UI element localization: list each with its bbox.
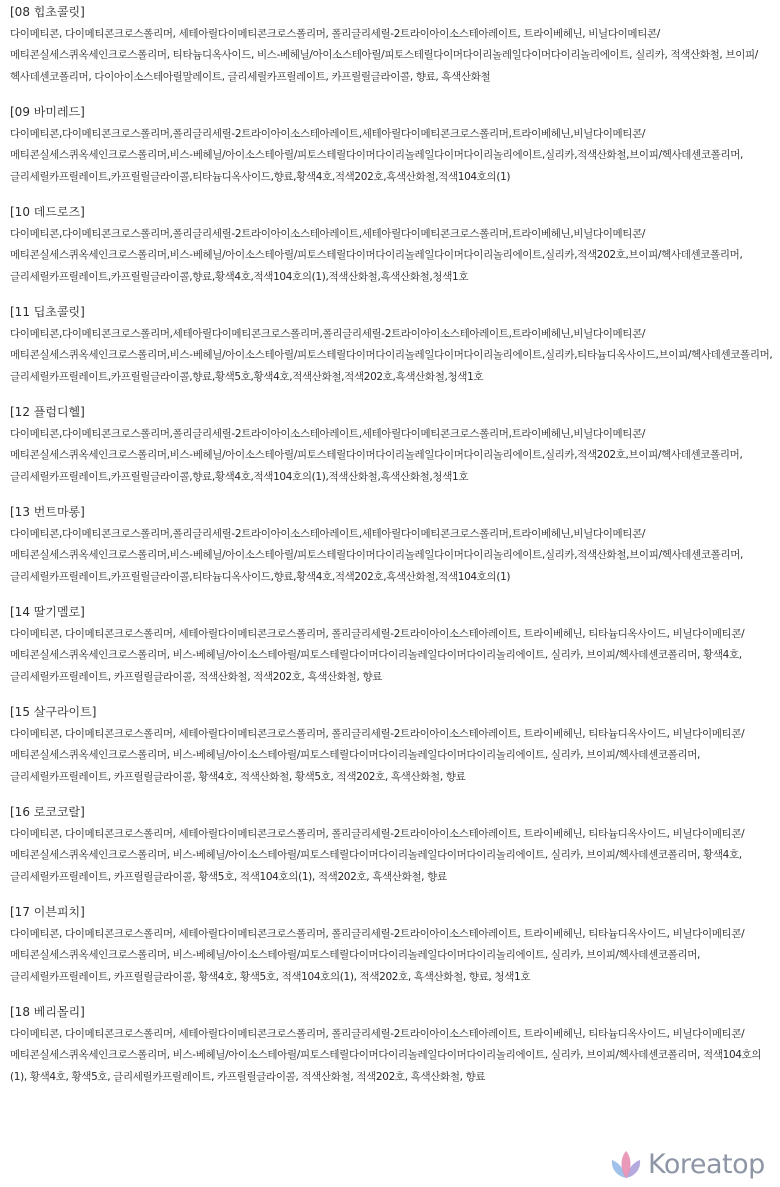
product-section [10,202,774,288]
ingredient-text: 다이메티콘,다이메티콘크로스폴리머,폴리글리세릴-2트라이아이소스테아레이트,세테아릴다이메티콘크로스폴리머,트라이베헤닌,비닐다이메티콘/메티콘실세스퀴옥세인크로스폴리머,비스-베헤닐/아이소스테아릴/피토스테릴다이머다이리놀레일다이머다이리놀리에이트,실리카,적색202호,브이피/헥사데센코폴리머,글리세릴카프릴레이트,카프릴릴글라이콜,향료,황색4호,적색104호의(1),적색산화철,흑색산화철,청색1호 [10,227,743,283]
product-title: [10 데드로즈] [10,205,85,219]
product-title: [13 번트마롱] [10,505,85,519]
ingredient-text: 다이메티콘,다이메티콘크로스폴리머,폴리글리세릴-2트라이아이소스테아레이트,세테아릴다이메티콘크로스폴리머,트라이베헤닌,비닐다이메티콘/메티콘실세스퀴옥세인크로스폴리머,비스-베헤닐/아이소스테아릴/피토스테릴다이머다이리놀레일다이머다이리놀리에이트,실리카,적색산화철,브이피/헥사데센코폴리머,글리세릴카프릴레이트,카프릴릴글라이콜,티타늄디옥사이드,향료,황색4호,적색202호,흑색산화철,적색104호의(1) [10,527,744,583]
product-section [10,402,774,488]
product-section [10,2,774,88]
ingredient-text: 다이메티콘, 다이메티콘크로스폴리머, 세테아릴다이메티콘크로스폴리머, 폴리글리세릴-2트라이아이소스테아레이트, 트라이베헤닌, 티타늄디옥사이드, 비닐다이메티콘/메티콘실세스퀴옥세인크로스폴리머, 비스-베헤닐/아이소스테아릴/피토스테릴다이머다이리놀레일다이머다이리놀리에이트, 실리카, 브이피/헥사데센코폴리머, 황색4호, 글리세릴카프릴레이트, 카프릴릴글라이콜, 적색산화철, 적색202호, 흑색산화철, 향료 [10,627,745,683]
product-section [10,1002,774,1088]
product-title: [15 살구라이트] [10,705,97,719]
ingredient-list [10,2,774,1102]
product-section [10,602,774,688]
ingredient-text: 다이메티콘, 다이메티콘크로스폴리머, 세테아릴다이메티콘크로스폴리머, 폴리글리세릴-2트라이아이소스테아레이트, 트라이베헤닌, 티타늄디옥사이드, 비닐다이메티콘/메티콘실세스퀴옥세인크로스폴리머, 비스-베헤닐/아이소스테아릴/피토스테릴다이머다이리놀레일다이머다이리놀리에이트, 실리카, 브이피/헥사데센코폴리머, 글리세릴카프릴레이트, 카프릴릴글라이콜, 황색4호, 황색5호, 적색104호의(1), 적색202호, 흑색산화철, 향료, 청색1호 [10,927,745,983]
product-section [10,702,774,788]
product-section [10,502,774,588]
product-title: [17 이븐피치] [10,905,85,919]
product-title: [12 플럼디헬] [10,405,85,419]
ingredient-text: 다이메티콘, 다이메티콘크로스폴리머, 세테아릴다이메티콘크로스폴리머, 폴리글리세릴-2트라이아이소스테아레이트, 트라이베헤닌, 비닐다이메티콘/메티콘실세스퀴옥세인크로스폴리머, 티타늄디옥사이드, 비스-베헤닐/아이소스테아릴/피토스테릴다이머다이리놀레일다이머다이리놀리에이트, 실리카, 적색산화철, 브이피/헥사데센코폴리머, 다이아이소스테아릴말레이트, 글리세릴카프릴레이트, 카프릴릴글라이콜, 향료, 흑색산화철 [10,27,758,83]
product-title: [14 딸기멜로] [10,605,85,619]
watermark-text: Koreatop [648,1149,765,1180]
product-section [10,802,774,888]
product-section [10,902,774,988]
product-section [10,302,774,388]
ingredient-text: 다이메티콘, 다이메티콘크로스폴리머, 세테아릴다이메티콘크로스폴리머, 폴리글리세릴-2트라이아이소스테아레이트, 트라이베헤닌, 티타늄디옥사이드, 비닐다이메티콘/메티콘실세스퀴옥세인크로스폴리머, 비스-베헤닐/아이소스테아릴/피토스테릴다이머다이리놀레일다이머다이리놀리에이트, 실리카, 브이피/헥사데센코폴리머, 적색104호의(1), 황색4호, 황색5호, 글리세릴카프릴레이트, 카프릴릴글라이콜, 적색산화철, 적색202호, 흑색산화철, 향료 [10,1027,762,1083]
product-title: [18 베리몰리] [10,1005,85,1019]
ingredient-text: 다이메티콘,다이메티콘크로스폴리머,폴리글리세릴-2트라이아이소스테아레이트,세테아릴다이메티콘크로스폴리머,트라이베헤닌,비닐다이메티콘/메티콘실세스퀴옥세인크로스폴리머,비스-베헤닐/아이소스테아릴/피토스테릴다이머다이리놀레일다이머다이리놀리에이트,실리카,적색202호,브이피/헥사데센코폴리머,글리세릴카프릴레이트,카프릴릴글라이콜,향료,황색4호,적색104호의(1),적색산화철,흑색산화철,청색1호 [10,427,743,483]
ingredient-text: 다이메티콘, 다이메티콘크로스폴리머, 세테아릴다이메티콘크로스폴리머, 폴리글리세릴-2트라이아이소스테아레이트, 트라이베헤닌, 티타늄디옥사이드, 비닐다이메티콘/메티콘실세스퀴옥세인크로스폴리머, 비스-베헤닐/아이소스테아릴/피토스테릴다이머다이리놀레일다이머다이리놀리에이트, 실리카, 브이피/헥사데센코폴리머, 황색4호, 글리세릴카프릴레이트, 카프릴릴글라이콜, 황색5호, 적색104호의(1), 적색202호, 흑색산화철, 향료 [10,827,745,883]
ingredient-text: 다이메티콘,다이메티콘크로스폴리머,세테아릴다이메티콘크로스폴리머,폴리글리세릴-2트라이아이소스테아레이트,트라이베헤닌,비닐다이메티콘/메티콘실세스퀴옥세인크로스폴리머,비스-베헤닐/아이소스테아릴/피토스테릴다이머다이리놀레일다이머다이리놀리에이트,실리카,티타늄디옥사이드,브이피/헥사데센코폴리머,글리세릴카프릴레이트,카프릴릴글라이콜,향료,황색5호,황색4호,적색산화철,적색202호,흑색산화철,청색1호 [10,327,773,383]
ingredient-text: 다이메티콘,다이메티콘크로스폴리머,폴리글리세릴-2트라이아이소스테아레이트,세테아릴다이메티콘크로스폴리머,트라이베헤닌,비닐다이메티콘/메티콘실세스퀴옥세인크로스폴리머,비스-베헤닐/아이소스테아릴/피토스테릴다이머다이리놀레일다이머다이리놀리에이트,실리카,적색산화철,브이피/헥사데센코폴리머,글리세릴카프릴레이트,카프릴릴글라이콜,티타늄디옥사이드,향료,황색4호,적색202호,흑색산화철,적색104호의(1) [10,127,744,183]
product-title: [11 딥초콜릿] [10,305,85,319]
product-section [10,102,774,188]
product-title: [08 힙초콜릿] [10,5,85,19]
product-title: [09 바미레드] [10,105,85,119]
product-title: [16 로코코랄] [10,805,85,819]
watermark-logo [608,1142,780,1187]
lotus-logo-icon [608,1148,644,1182]
ingredient-text: 다이메티콘, 다이메티콘크로스폴리머, 세테아릴다이메티콘크로스폴리머, 폴리글리세릴-2트라이아이소스테아레이트, 트라이베헤닌, 티타늄디옥사이드, 비닐다이메티콘/메티콘실세스퀴옥세인크로스폴리머, 비스-베헤닐/아이소스테아릴/피토스테릴다이머다이리놀레일다이머다이리놀리에이트, 실리카, 브이피/헥사데센코폴리머, 글리세릴카프릴레이트, 카프릴릴글라이콜, 황색4호, 적색산화철, 황색5호, 적색202호, 흑색산화철, 향료 [10,727,745,783]
